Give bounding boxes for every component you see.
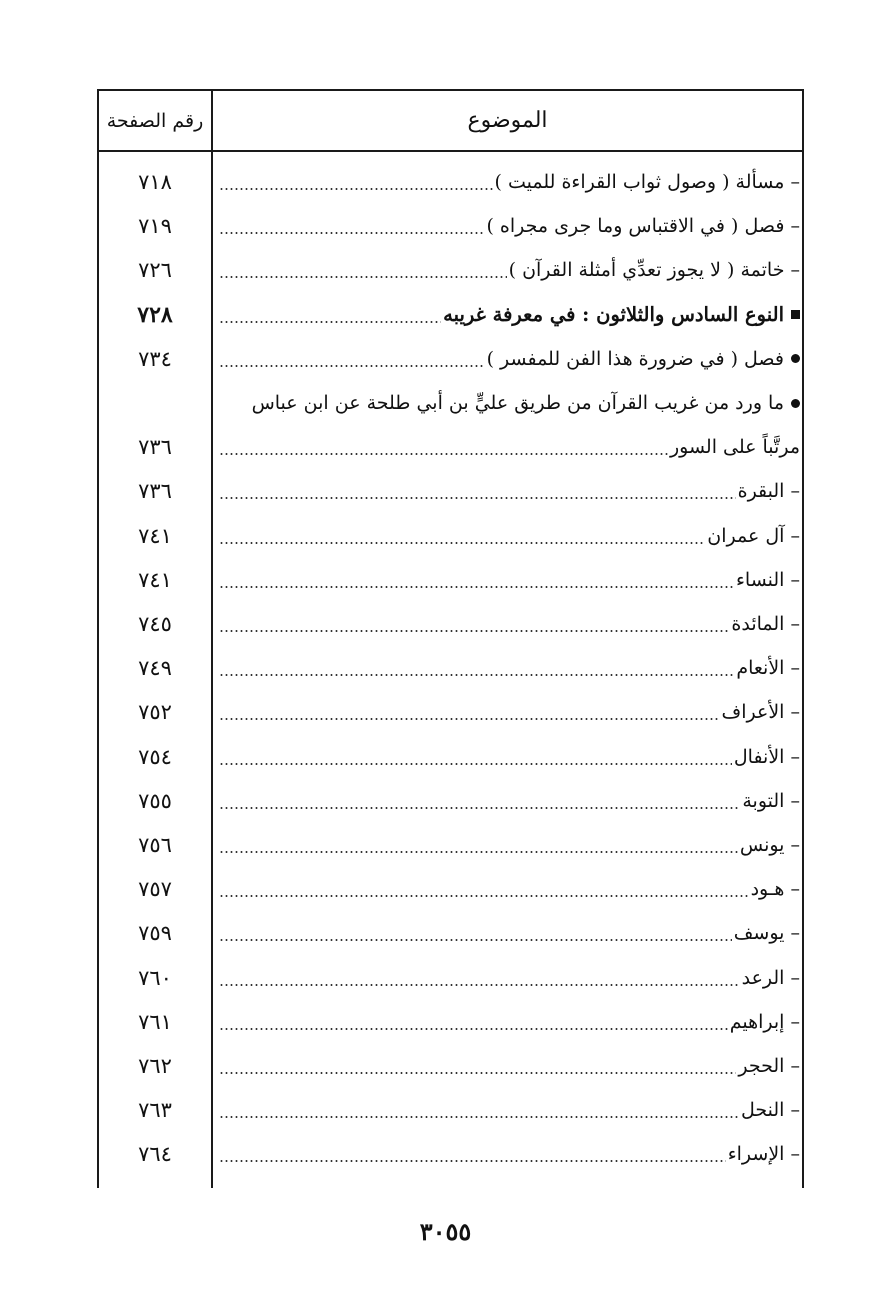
toc-entry-title: – النساء [735,568,800,591]
dot-leader [219,1116,739,1118]
toc-row [99,516,802,556]
toc-entry-title: مرتَّباً على السور [669,436,800,459]
toc-entry-topic [219,250,800,290]
toc-entry-title: – الأنعام [736,657,800,680]
toc-entry-topic [219,604,800,644]
toc-entry-page: ٧١٨ [138,170,172,194]
toc-row [99,560,802,600]
toc-entry-topic [219,427,800,467]
toc-entry-title: – الأعراف [721,701,800,724]
toc-row [99,339,802,379]
toc-entry-topic [219,206,800,246]
dot-leader [219,763,732,765]
toc-entry-title: – يوسف [733,922,800,945]
toc-entry-page: ٧٥٩ [138,921,172,946]
dot-leader [219,232,484,234]
dot-leader [219,630,729,632]
toc-entry-title: – الأنفال [733,745,800,768]
toc-row [99,206,802,246]
toc-entry-topic [219,162,800,202]
toc-row [99,250,802,290]
toc-entry-topic [219,781,800,821]
toc-entry-page: ٧٤١ [138,523,172,548]
dot-leader [219,276,507,278]
toc-entry-topic [219,1090,800,1130]
table-right-border [802,89,804,1188]
toc-row [99,825,802,865]
toc-entry-topic [219,471,800,511]
toc-entry-page [99,383,211,423]
toc-entry-page: ٧٣٦ [138,479,172,504]
dot-leader [219,718,720,720]
toc-entry-page: ٧٤٩ [138,656,172,681]
toc-entry-title: – المائدة [731,613,800,635]
dot-leader [219,453,668,455]
toc-entry-page: ٧٥٧ [138,877,172,902]
dot-leader [219,1028,728,1030]
toc-entry-title: – النحل [741,1099,800,1122]
dot-leader [219,939,732,941]
toc-entry-page: ٧٥٥ [138,788,172,813]
dot-leader [219,497,736,499]
dot-leader [219,321,441,323]
toc-entry-page: ٧٤١ [138,567,172,592]
toc-entry-page: ٧٦١ [138,1009,172,1034]
toc-row [99,692,802,732]
dot-leader [219,895,749,897]
toc-entry-page: ٧١٩ [138,214,172,239]
dot-leader [219,1072,736,1074]
dot-leader [219,807,740,809]
bullet-icon [791,354,800,363]
toc-entry-title: – فصل ( في الاقتباس وما جرى مجراه ) [486,215,800,238]
toc-entry-page: ٧٦٢ [138,1054,172,1078]
toc-entry-topic [219,958,800,998]
toc-entry-page: ٧٤٥ [138,612,172,636]
toc-entry-title: – البقرة [737,480,800,503]
dot-leader [219,851,738,853]
toc-entry-topic [219,648,800,688]
toc-entry-page: ٧٦٣ [138,1098,172,1123]
toc-entry-title: – الحجر [738,1055,800,1077]
toc-entry-topic [219,913,800,953]
toc-entry-topic [219,295,800,335]
toc-entry-page: ٧٥٤ [138,744,172,769]
toc-row [99,383,802,423]
toc-entry-topic [219,1046,800,1086]
toc-row [99,604,802,644]
toc-entry-title: – مسألة ( وصول ثواب القراءة للميت ) [494,171,800,193]
toc-entry-page: ٧٥٦ [138,833,172,857]
toc-row [99,781,802,821]
toc-row [99,1134,802,1174]
toc-entry-page: ٧٢٨ [137,301,173,328]
table-header-divider [97,150,804,152]
toc-entry-page: ٧٦٠ [138,965,172,990]
toc-entry-topic [219,560,800,600]
table-top-border [97,89,804,91]
toc-entry-topic [219,692,800,732]
toc-row [99,913,802,953]
toc-entry-topic [219,825,800,865]
toc-row [99,295,802,335]
toc-entry-topic [219,1134,800,1174]
toc-entry-title: – آل عمران [707,524,800,547]
toc-row [99,737,802,777]
toc-entry-title: – خاتمة ( لا يجوز تعدِّي أمثلة القرآن ) [508,259,800,282]
toc-row [99,162,802,202]
toc-entry-page: ٧٣٦ [138,435,172,460]
toc-row [99,1046,802,1086]
column-header-topic: الموضوع [467,108,548,133]
toc-entry-title: – يونس [739,834,800,856]
toc-entry-topic [219,339,800,379]
dot-leader [219,984,740,986]
dot-leader [219,674,734,676]
dot-leader [219,1160,726,1162]
toc-row [99,427,802,467]
toc-entry-title: – إبراهيم [729,1010,800,1033]
toc-row [99,471,802,511]
toc-entry-title: ما ورد من غريب القرآن من طريق عليٍّ بن أبي طلحة عن ابن عباس [251,392,784,414]
toc-entry-title: – الإسراء [727,1143,800,1166]
toc-entry-title: – الرعد [741,966,800,989]
dot-leader [219,586,734,588]
toc-entry-page: ٧٣٤ [138,346,172,371]
dot-leader [219,188,493,190]
toc-entry-title: – التوبة [742,789,800,812]
toc-entry-page: ٧٢٦ [138,258,172,283]
toc-row [99,958,802,998]
toc-row [99,869,802,909]
toc-row [99,1002,802,1042]
page-number: ٣٠٥٥ [419,1217,472,1246]
dot-leader [219,542,705,544]
toc-row [99,1090,802,1130]
toc-entry-topic [219,869,800,909]
toc-entry-topic [219,383,800,423]
toc-entry-title: فصل ( في ضرورة هذا الفن للمفسر ) [486,347,784,370]
bullet-icon [791,399,800,408]
toc-entry-page: ٧٦٤ [138,1142,172,1167]
toc-entry-page: ٧٥٢ [138,700,172,725]
toc-entry-title: النوع السادس والثلاثون : في معرفة غريبه [443,303,784,327]
toc-entry-topic [219,1002,800,1042]
square-bullet-icon [791,310,800,319]
column-header-page: رقم الصفحة [106,110,204,132]
toc-entry-topic [219,516,800,556]
toc-row [99,648,802,688]
toc-entry-title: – هـود [750,878,800,901]
dot-leader [219,365,485,367]
toc-entry-topic [219,737,800,777]
